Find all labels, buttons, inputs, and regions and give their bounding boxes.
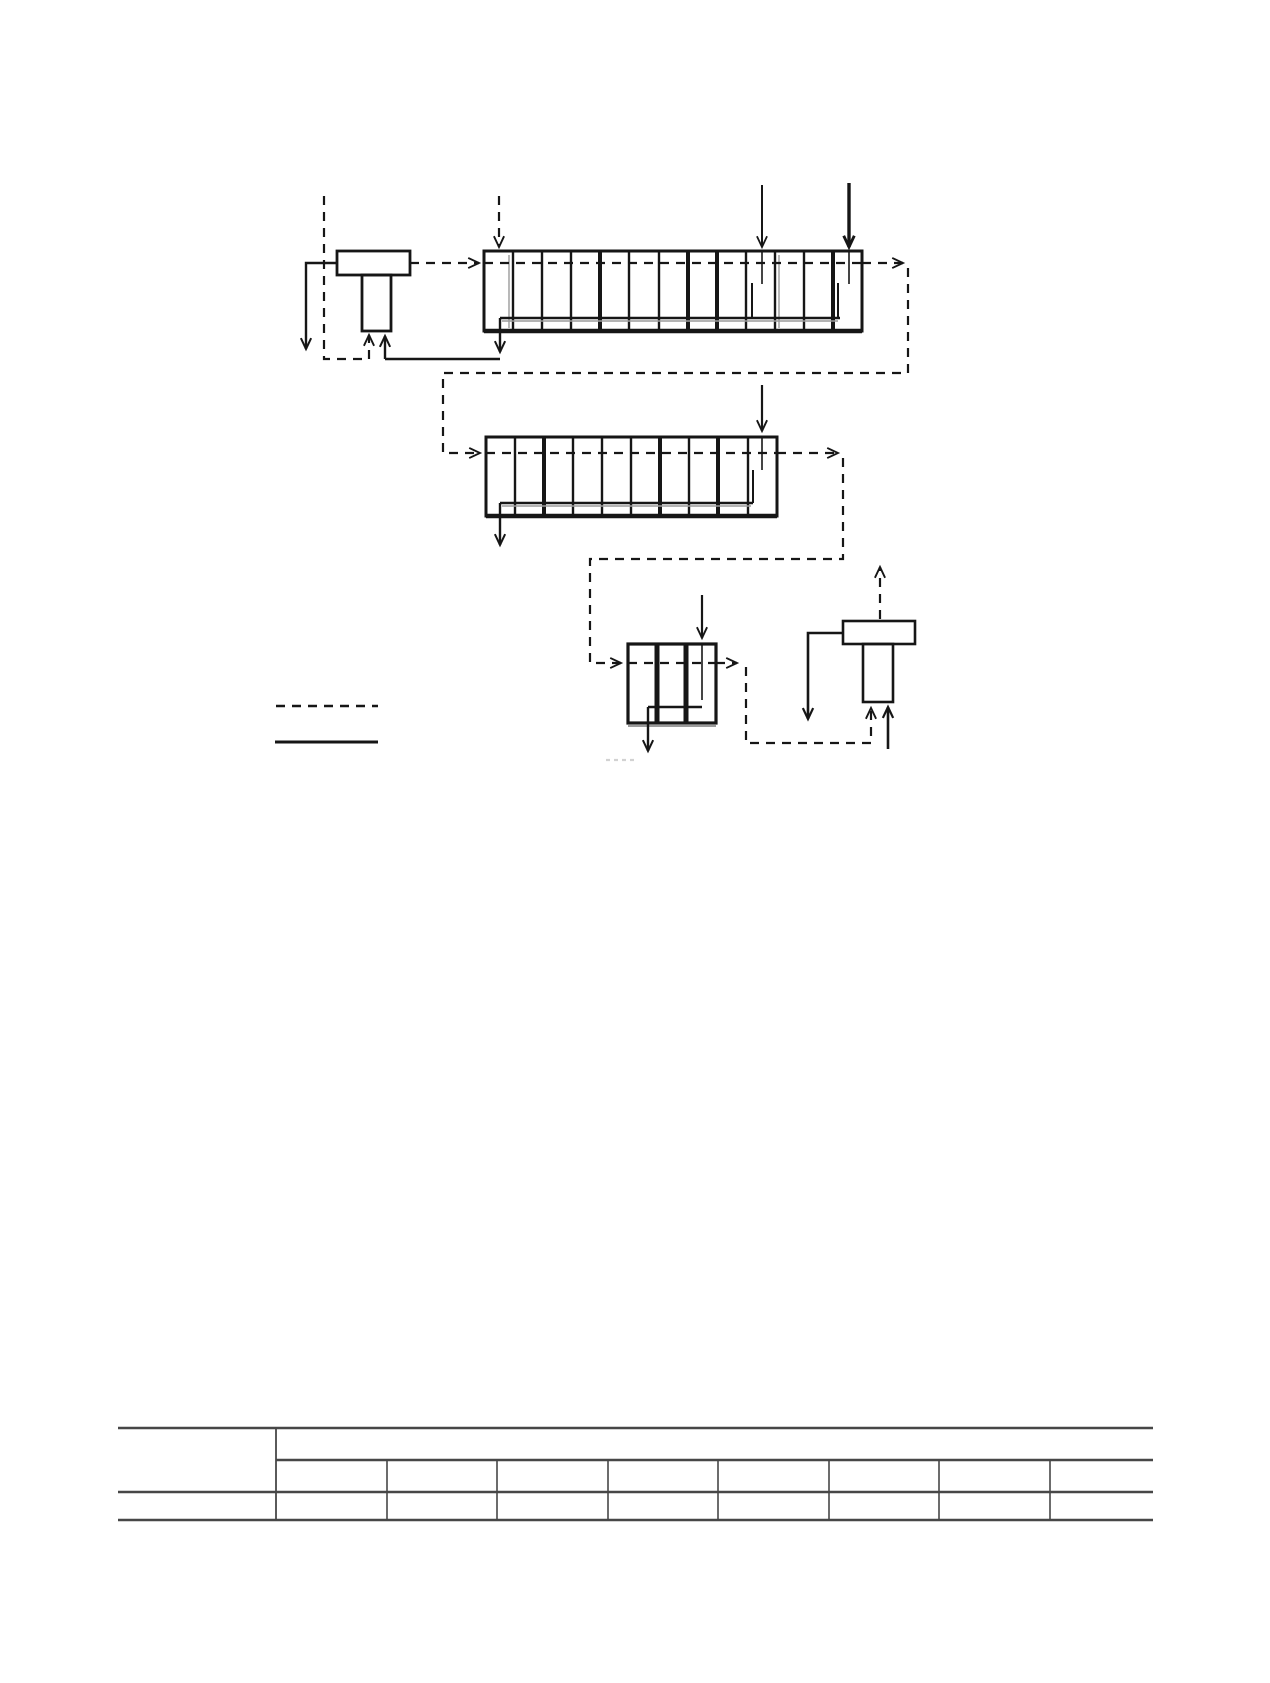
tee-right-overflow-arrow — [808, 633, 843, 719]
tee-right-top-dashed-arrow-arrowhead — [875, 567, 884, 577]
tee-left-bar — [337, 251, 410, 275]
tee-left-overflow-arrow — [306, 263, 337, 349]
tee-right-stem — [863, 644, 893, 702]
bank1-top-dashed-arrow-arrowhead — [494, 237, 503, 247]
tee-right-bar — [843, 621, 915, 644]
tee-left-stem — [362, 275, 391, 331]
